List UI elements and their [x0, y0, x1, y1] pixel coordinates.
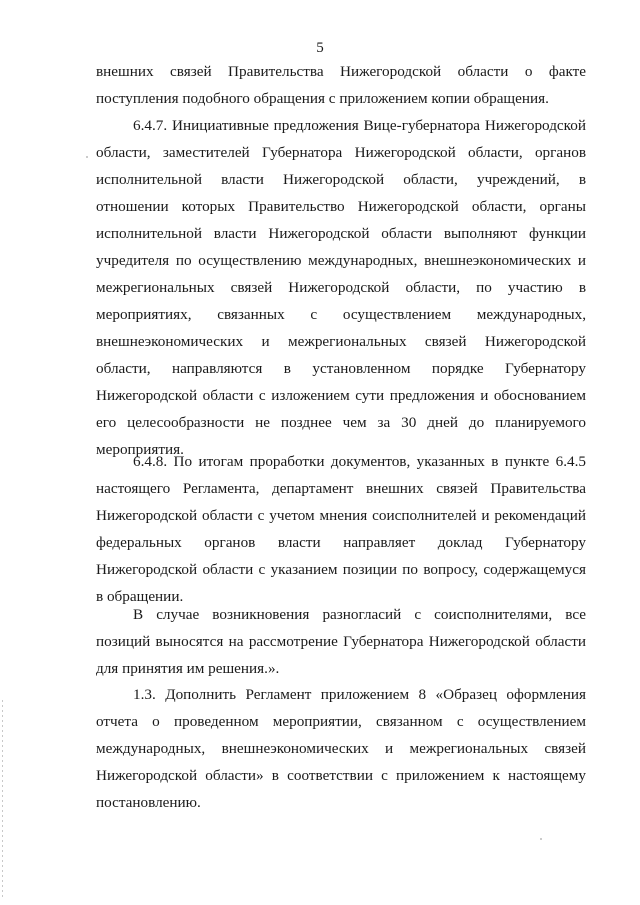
text-line: Нижегородской области» в соответствии с приложением к настоящему — [96, 767, 586, 784]
text-line: 1.3. Дополнить Регламент приложением 8 «Образец оформления — [133, 686, 586, 703]
paragraph-disagreement — [96, 601, 586, 682]
paragraph-6-4-7 — [96, 112, 586, 463]
text-line: настоящего Регламента, департамент внешних связей Правительства — [96, 480, 586, 497]
paragraph-6-4-8 — [96, 448, 586, 610]
text-line: поступления подобного обращения с приложением копии обращения. — [96, 90, 549, 107]
text-line: области, направляются в установленном порядке Губернатору — [96, 360, 586, 377]
text-line: международных, внешнеэкономических и межрегиональных связей — [96, 740, 586, 757]
text-line: исполнительной власти Нижегородской области, учреждений, в — [96, 171, 586, 188]
text-line: его целесообразности не позднее чем за 30 дней до планируемого — [96, 414, 586, 431]
scan-speck — [540, 838, 542, 840]
text-line: учредителя по осуществлению международных, внешнеэкономических и — [96, 252, 586, 269]
text-line: 6.4.7. Инициативные предложения Вице-губернатора Нижегородской — [133, 117, 586, 134]
text-line: В случае возникновения разногласий с соисполнителями, все — [133, 606, 586, 623]
text-line: в обращении. — [96, 588, 184, 605]
scan-speck — [86, 156, 88, 158]
scan-edge-artifact — [2, 700, 3, 900]
text-line: исполнительной власти Нижегородской области выполняют функции — [96, 225, 586, 242]
text-line: межрегиональных связей Нижегородской области, по участию в — [96, 279, 586, 296]
page-number: 5 — [316, 40, 324, 56]
text-line: мероприятия. — [96, 441, 184, 458]
text-line: Нижегородской области с учетом мнения соисполнителей и рекомендаций — [96, 507, 586, 524]
text-line: Нижегородской области с изложением сути предложения и обоснованием — [96, 387, 586, 404]
paragraph-continuation — [96, 58, 586, 112]
paragraph-1-3 — [96, 681, 586, 816]
text-line: Нижегородской области с указанием позиции по вопросу, содержащемуся — [96, 561, 586, 578]
text-line: постановлению. — [96, 794, 201, 811]
text-line: отношении которых Правительство Нижегородской области, органы — [96, 198, 586, 215]
text-line: мероприятиях, связанных с осуществлением международных, — [96, 306, 586, 323]
text-line: позиций выносятся на рассмотрение Губернатора Нижегородской области — [96, 633, 586, 650]
text-line: федеральных органов власти направляет доклад Губернатору — [96, 534, 586, 551]
text-line: отчета о проведенном мероприятии, связанном с осуществлением — [96, 713, 586, 730]
text-line: 6.4.8. По итогам проработки документов, указанных в пункте 6.4.5 — [133, 453, 586, 470]
text-line: для принятия им решения.». — [96, 660, 280, 677]
text-line: внешних связей Правительства Нижегородской области о факте — [96, 63, 586, 80]
text-line: области, заместителей Губернатора Нижегородской области, органов — [96, 144, 586, 161]
text-line: внешнеэкономических и межрегиональных связей Нижегородской — [96, 333, 586, 350]
